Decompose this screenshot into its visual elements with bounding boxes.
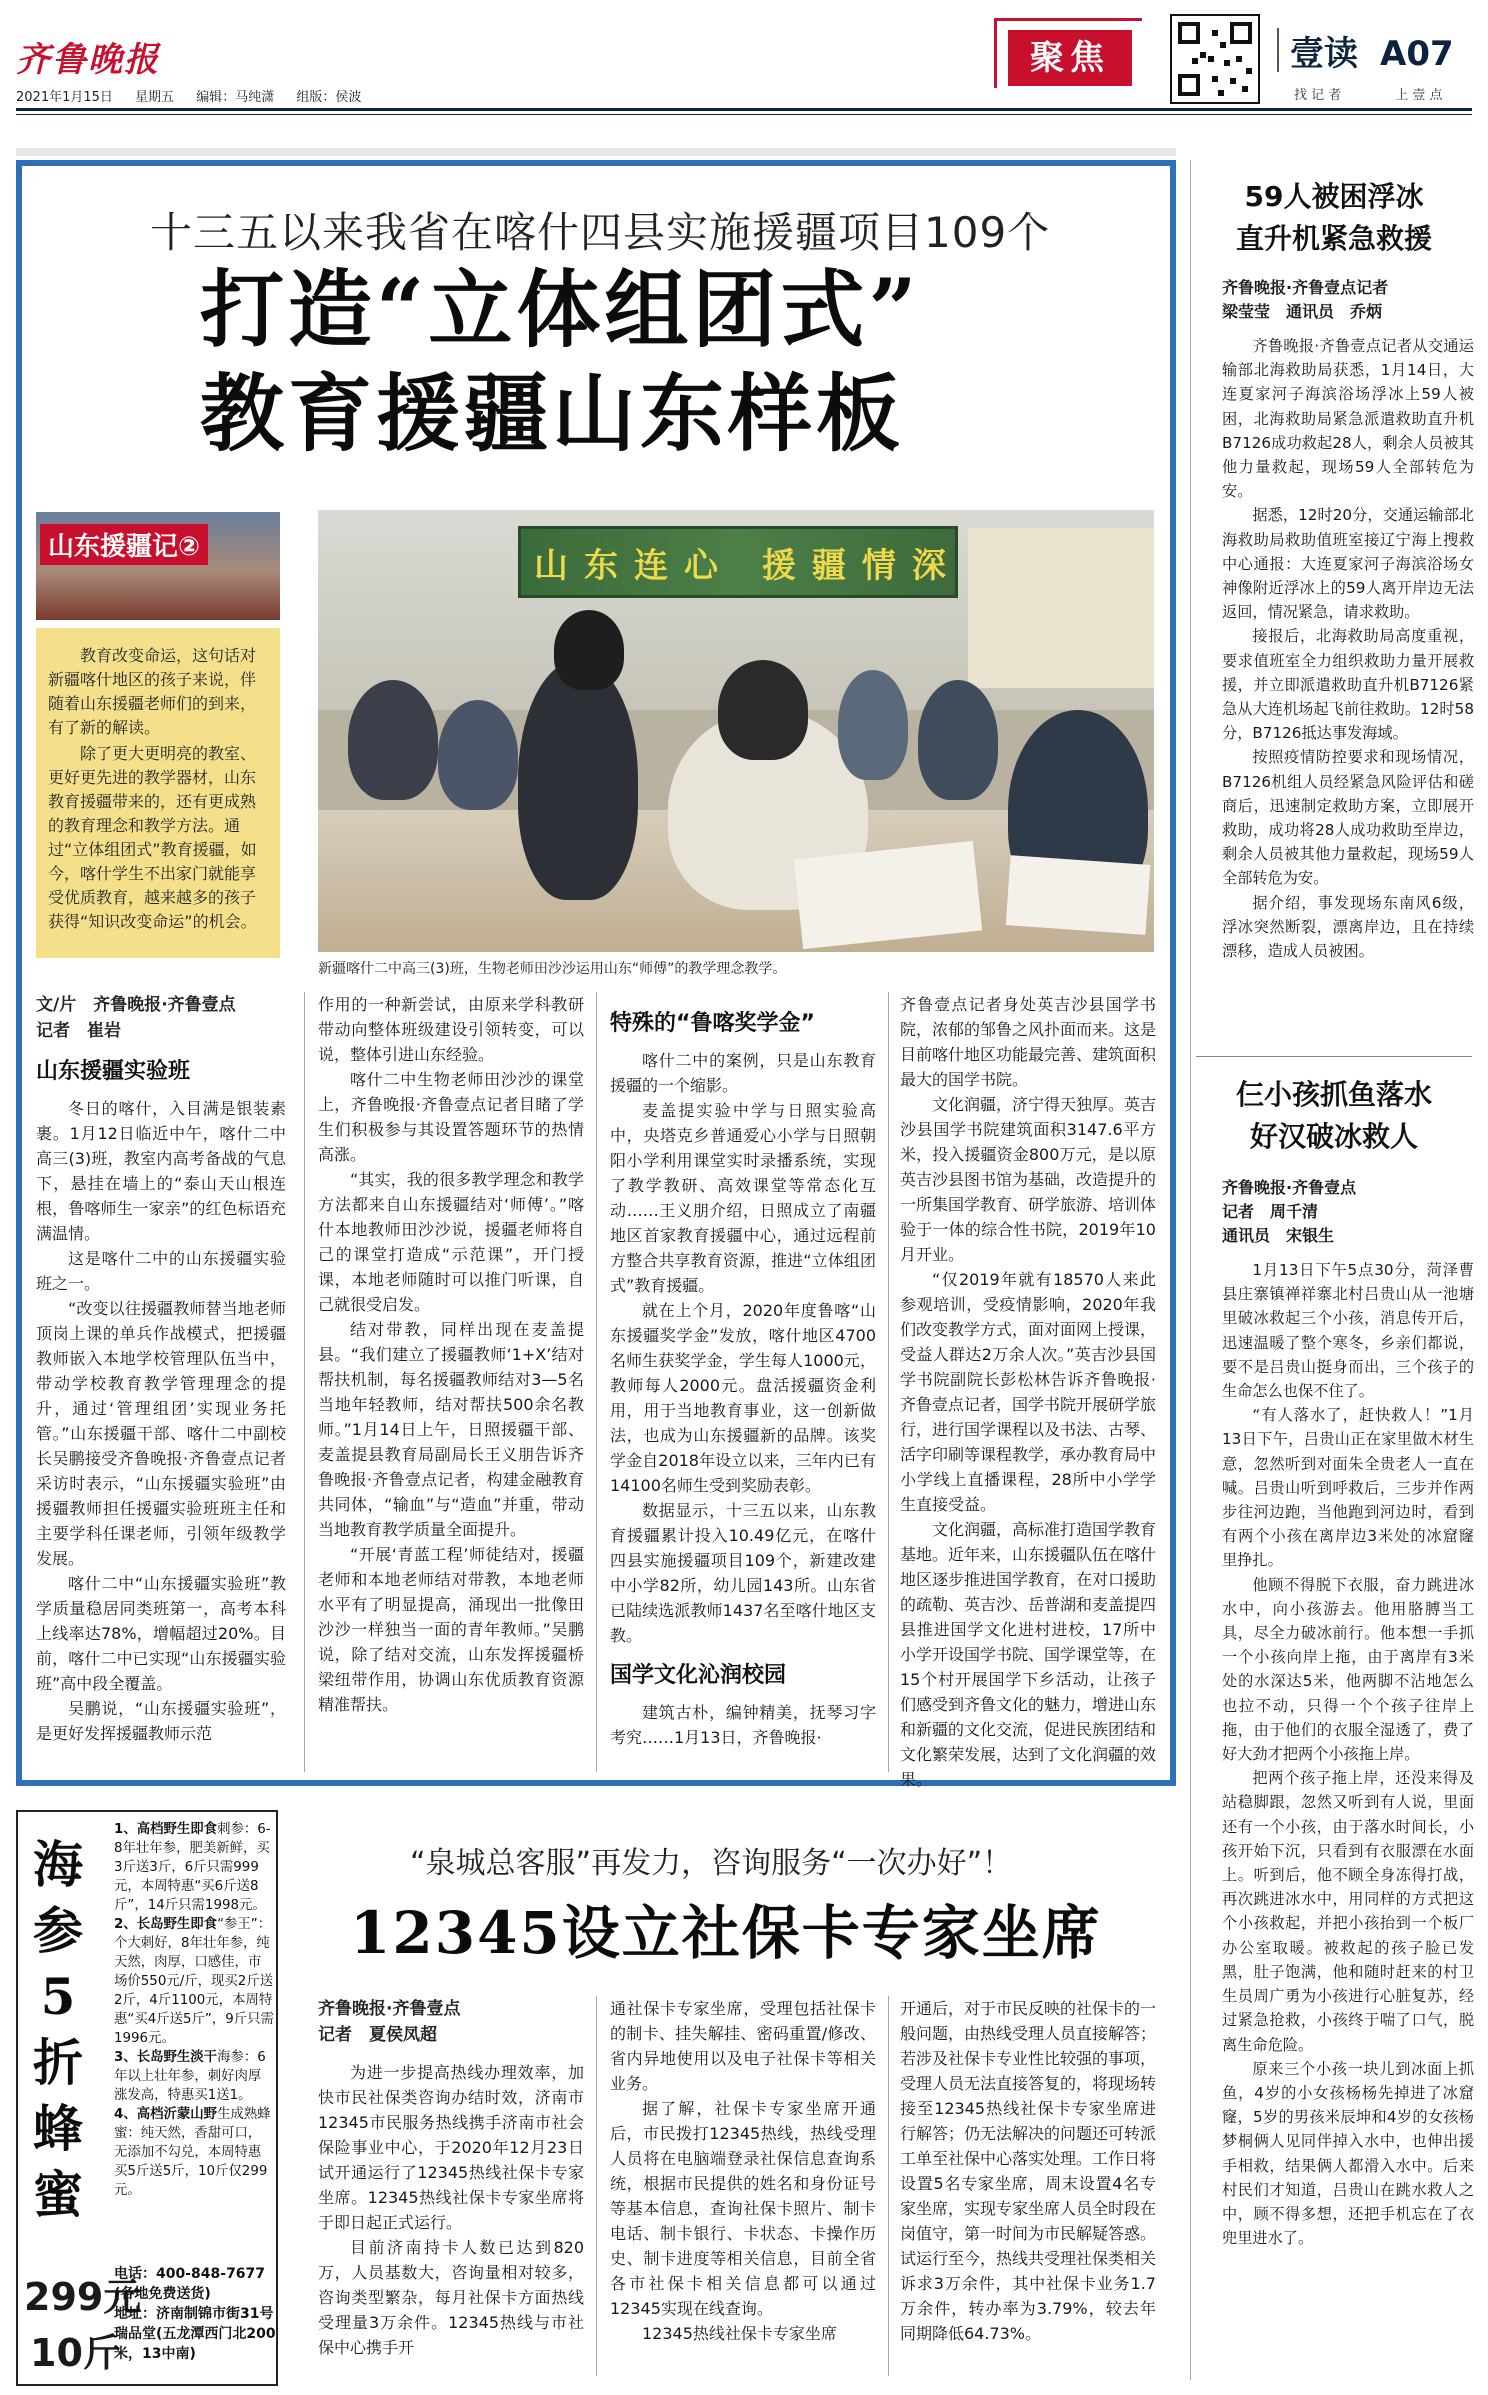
paragraph: 据介绍，事发现场东南风6级，浮冰突然断裂，漂离岸边，且在持续漂移，造成人员被困。 bbox=[1222, 893, 1474, 961]
page-number: A07 bbox=[1380, 34, 1454, 74]
byline-reporter: 记者 夏侯凤超 bbox=[318, 2025, 437, 2045]
reporter-label-2: 上 壹 点 bbox=[1395, 88, 1443, 103]
bottom-column-2 bbox=[610, 1996, 876, 2346]
paragraph: 按照疫情防控要求和现场情况，B7126机组人员经紧急风险评估和磋商后，迅速制定救助方案，立即展开救助，成功将28人成功救助至岸边，剩余人员被其他力量救起，现场59人全部转危为安。 bbox=[1222, 748, 1474, 888]
ad-item bbox=[114, 1820, 274, 1915]
side-story-2 bbox=[1222, 1176, 1474, 2250]
paragraph: 作用的一种新尝试，由原来学科教研带动向整体班级建设引领转变，可以说，整体引进山东经验。 bbox=[318, 995, 584, 1064]
paragraph: 目前济南持卡人数已达到820万，人员基数大，咨询量相对较多，咨询类型繁杂，每月社保卡方面热线受理量3万余件。12345热线与市社保中心携手开 bbox=[318, 2238, 584, 2357]
paragraph: 喀什二中生物老师田沙沙的课堂上，齐鲁晚报·齐鲁壹点记者目睹了学生们积极参与其设置答题环节的热情高涨。 bbox=[318, 1070, 584, 1164]
ad-item bbox=[114, 1915, 274, 2048]
reporter-contact bbox=[1294, 84, 1488, 103]
byline-reporter: 记者 崔岩 bbox=[36, 1021, 121, 1041]
ad-phone: 电话：400-848-7677 bbox=[114, 2266, 266, 2282]
intro-paragraph: 除了更大更明亮的教室、更好更先进的教学器材，山东教育援疆带来的，还有更成熟的教育理念和教学方法。通过“立体组团式”教育援疆，如今，喀什学生不出家门就能享受优质教育，越来越多的孩子获得“知识改变命运”的机会。 bbox=[48, 744, 257, 931]
paragraph: 齐鲁壹点记者身处英吉沙县国学书院，浓郁的邹鲁之风扑面而来。这是目前喀什地区功能最完善、建筑面积最大的国学书院。 bbox=[900, 995, 1157, 1089]
paragraph: 这是喀什二中的山东援疆实验班之一。 bbox=[36, 1249, 286, 1293]
issue-weekday: 星期五 bbox=[135, 90, 175, 105]
side-headline-line: 直升机紧急救援 bbox=[1235, 222, 1432, 255]
ad-item-text: “参王”：个大刺好，8年壮年参，纯天然，肉厚，口感佳，市场价550元/斤，现买2斤送2斤，4斤1100元，本周特惠“买4斤送5斤”，9斤只需1996元。 bbox=[114, 1917, 274, 2046]
ad-item-title: 1、高档野生即食 bbox=[114, 1822, 218, 1837]
masthead-rule bbox=[16, 108, 1472, 111]
ad-item bbox=[114, 2105, 274, 2200]
side-headline-1 bbox=[1196, 176, 1472, 260]
paragraph: 喀什二中的案例，只是山东教育援疆的一个缩影。 bbox=[610, 1051, 876, 1095]
paragraph: “有人落水了，赶快救人！”1月13日下午，吕贵山正在家里做木材生意，忽然听到对面朱全贵老人一直在喊。吕贵山听到呼救后，三步并作两步往河边跑，当他跑到河边时，看到有两个小孩在离岸边3米处的冰窟窿里挣扎。 bbox=[1222, 1406, 1474, 1570]
paragraph: “开展‘青蓝工程’师徒结对，援疆老师和本地老师结对带教，本地老师水平有了明显提高，涌现出一批像田沙沙一样独当一面的青年教师。”吴鹏说，除了结对交流，山东发挥援疆桥梁纽带作用，协调山东优质教育资源精准帮扶。 bbox=[318, 1545, 584, 1714]
headline-line-1: 打造“立体组团式” bbox=[200, 260, 921, 359]
paragraph: 开通后，对于市民反映的社保卡的一般问题，由热线受理人员直接解答；若涉及社保卡专业性比较强的事项，受理人员无法直接答复的，将现场转接至12345热线社保卡专家坐席进行解答；仍无法解决的问题还可转派工单至社保中心落实处理。工作日将设置5名专家坐席，周末设置4名专家坐席，实现专家坐席人员全时段在岗值守，第一时间为市民解疑答惑。试运行至今，热线共受理社保类相关诉求3万余件，其中社保卡业务1.7万余件，转办率为3.79%，较去年同期降低64.73%。 bbox=[900, 1999, 1157, 2343]
main-kicker: 十三五以来我省在喀什四县实施援疆项目109个 bbox=[150, 208, 1051, 257]
paragraph: 建筑古朴，编钟精美，抚琴习字考究……1月13日，齐鲁晚报· bbox=[610, 1703, 876, 1747]
side-story-1 bbox=[1222, 276, 1474, 963]
paragraph: 据悉，12时20分，交通运输部北海救助局救助值班室接辽宁海上搜救中心通报：大连夏家河子海滨浴场女神像附近浮冰上的59人离开岸边无法返回，情况紧急，请求救助。 bbox=[1222, 506, 1474, 622]
editor-credit: 编辑：马纯潇 bbox=[196, 90, 275, 105]
edition-title bbox=[1290, 26, 1476, 75]
paragraph: 结对带教，同样出现在麦盖提县。“我们建立了援疆教师‘1+X’结对帮扶机制，每名援疆教师结对3—5名当地年轻教师，结对帮扶500余名教师。”1月14日上午，日照援疆干部、麦盖提县教育局副局长王义朋告诉齐鲁晚报·齐鲁壹点记者，构建金融教育共同体，“输血”与“造血”并重，带动当地教育教学质量全面提升。 bbox=[318, 1320, 584, 1539]
paragraph: “改变以往援疆教师替当地老师顶岗上课的单兵作战模式，把援疆教师嵌入本地学校管理队伍当中，带动学校教育教学管理理念的提升，通过‘管理组团’实现业务托管。”山东援疆干部、喀什二中副校长吴鹏接受齐鲁晚报·齐鲁壹点记者采访时表示，“山东援疆实验班”由援疆教师担任援疆实验班班主任和主要学科任课老师，引领年级教学发展。 bbox=[36, 1299, 286, 1568]
paragraph: 原来三个小孩一块儿到冰面上抓鱼，4岁的小女孩杨杨先掉进了冰窟窿，5岁的男孩米辰坤和4岁的女孩杨梦桐俩人见同伴掉入水中，也伸出援手相救，结果俩人都滑入水中。后来村民们才知道，吕贵山在跳水救人之中，顾不得多想，还把手机忘在了衣兜里进水了。 bbox=[1222, 2059, 1474, 2248]
edition-name: 壹读 bbox=[1290, 34, 1358, 74]
paragraph: “仅2019年就有18570人来此参观培训，受疫情影响，2020年我们改变教学方式，面对面网上授课，受益人群达2万余人次。”英吉沙县国学书院副院长彭松林告诉齐鲁晚报·齐鲁壹点记者，国学书院开展研学旅行，进行国学课程以及书法、古琴、活字印刷等课程教学，承办教育局中小学线上直播课程，28所中小学学生直接受益。 bbox=[900, 1270, 1157, 1514]
ad-item-title: 4、高档沂蒙山野 bbox=[114, 2107, 218, 2122]
byline-correspondent: 通讯员 宋银生 bbox=[1222, 1226, 1335, 1245]
sidebar-divider bbox=[1190, 160, 1191, 2380]
bottom-column-1 bbox=[318, 1996, 584, 2360]
bottom-column-3 bbox=[900, 1996, 1156, 2346]
paragraph: 吴鹏说，“山东援疆实验班”，是更好发挥援疆教师示范 bbox=[36, 1699, 286, 1743]
photo-caption: 新疆喀什二中高三(3)班，生物老师田沙沙运用山东“师傅”的教学理念教学。 bbox=[318, 961, 787, 977]
paragraph: 接报后，北海救助局高度重视，要求值班室全力组织救助力量开展救援，并立即派遣救助直升机B7126紧急从大连机场起飞前往救助。12时58分，B7126抵达事发海域。 bbox=[1222, 627, 1474, 743]
paragraph: 他顾不得脱下衣服，奋力跳进冰水中，向小孩游去。他用胳膊当工具，尽全力破冰前行。他本想一手抓一个小孩向岸上拖，由于离岸有3米处的水深达5米，他两脚不沾地怎么也拉不动，只得一个个孩子往岸上拖，由于他们的衣服全湿透了，费了好大劲才把两个小孩拖上岸。 bbox=[1222, 1575, 1474, 1764]
ad-items bbox=[114, 1820, 274, 2200]
paragraph: “其实，我的很多教学理念和教学方法都来自山东援疆结对‘师傅’。”喀什本地教师田沙沙说，援疆老师将自己的课堂打造成“示范课”，开门授课，本地老师随时可以推门听课，自己就很受启发。 bbox=[318, 1170, 584, 1314]
ad-big-title: 海参5折蜂蜜 bbox=[33, 1835, 83, 2224]
photo-banner-text: 山东连心 援疆情深 bbox=[534, 546, 962, 586]
byline-reporter: 梁莹莹 通讯员 乔炳 bbox=[1222, 302, 1383, 321]
paragraph: 为进一步提高热线办理效率，加快市民社保类咨询办结时效，济南市12345市民服务热线携手济南市社会保险事业中心，于2020年12月23日试开通运行了12345热线社保卡专家坐席。12345热线社保卡专家坐席将于即日起正式运行。 bbox=[318, 2063, 584, 2232]
column-divider bbox=[888, 992, 889, 1772]
side-headline-line: 59人被困浮冰 bbox=[1244, 180, 1424, 213]
byline: 齐鲁晚报·齐鲁壹点 bbox=[1222, 1178, 1357, 1197]
layout-credit: 组版：侯波 bbox=[296, 90, 362, 105]
side-headline-line: 好汉破冰救人 bbox=[1249, 1120, 1418, 1153]
paragraph: 喀什二中“山东援疆实验班”教学质量稳居同类班第一，高考本科上线率达78%，增幅超过20%。目前，喀什二中已实现“山东援疆实验班”高中段全覆盖。 bbox=[36, 1574, 286, 1693]
ad-item bbox=[114, 2048, 274, 2105]
column-divider bbox=[596, 992, 597, 1772]
dateline bbox=[16, 86, 379, 105]
reporter-label: 找 记 者 bbox=[1294, 88, 1342, 103]
paragraph: 把两个孩子拖上岸，还没来得及站稳脚跟，忽然又听到有人说，里面还有一个小孩，由于落水时间长，小孩开始下沉，只看到有衣服漂在水面上。听到后，他不顾全身冻得打战，再次跳进冰水中，用同样的方式把这个小孩救起，并把小孩抬到一个板厂办公室取暖。被救起的孩子脸已发黑，肚子饱满，他和随时赶来的村卫生员周广勇为小孩进行心脏复苏，经过紧急抢救，小孩终于喘了口气，脱离生命危险。 bbox=[1222, 1769, 1474, 2054]
paragraph: 1月13日下午5点30分，菏泽曹县庄寨镇禅祥寨北村吕贵山从一池塘里破冰救起三个小孩，消息传开后，迅速温暖了整个寒冬，乡亲们都说，要不是吕贵山挺身而出，三个孩子的生命怎么也保不住了。 bbox=[1222, 1261, 1474, 1401]
ad-weight: 10斤 bbox=[30, 2331, 121, 2375]
bottom-headline: 12345设立社保卡专家坐席 bbox=[350, 1899, 1102, 1967]
main-headline bbox=[200, 258, 921, 466]
ad-item-title: 2、长岛野生即食 bbox=[114, 1917, 218, 1932]
paragraph: 齐鲁晚报·齐鲁壹点记者从交通运输部北海救助局获悉，1月14日，大连夏家河子海滨浴场浮冰上59人被困，北海救助局紧急派遣救助直升机B7126成功救起28人，剩余人员被其他力量救起，现场59人全部转危为安。 bbox=[1222, 337, 1474, 501]
paragraph: 冬日的喀什，入目满是银装素裹。1月12日临近中午，喀什二中高三(3)班，教室内高考备战的气息下，悬挂在墙上的“泰山天山根连根，鲁喀师生一家亲”的红色标语充满温情。 bbox=[36, 1099, 286, 1243]
bottom-kicker: “泉城总客服”再发力，咨询服务“一次办好”！ bbox=[410, 1846, 1013, 1881]
ad-address: 地址：济南制锦市街31号瑞品堂(五龙潭西门北200米，13中南) bbox=[114, 2306, 276, 2362]
byline: 齐鲁晚报·齐鲁壹点 bbox=[318, 1999, 461, 2019]
paragraph: 通社保卡专家坐席，受理包括社保卡的制卡、挂失解挂、密码重置/修改、省内异地使用以及电子社保卡等相关业务。 bbox=[610, 1999, 876, 2093]
series-tag: 山东援疆记② bbox=[40, 524, 208, 565]
subheading: 特殊的“鲁喀奖学金” bbox=[610, 1011, 815, 1036]
issue-date: 2021年1月15日 bbox=[16, 90, 113, 105]
column-divider bbox=[596, 1996, 597, 2376]
article-column-4 bbox=[900, 992, 1156, 1792]
article-column-2 bbox=[318, 992, 584, 1717]
masthead-rule-thin bbox=[16, 114, 1472, 115]
paragraph: 12345热线社保卡专家坐席 bbox=[642, 2324, 837, 2343]
side-headline-2 bbox=[1196, 1074, 1472, 1158]
paragraph: 就在上个月，2020年度鲁喀“山东援疆奖学金”发放，喀什地区4700名师生获奖学金，学生每人1000元，教师每人2000元。盘活援疆资金利用，用于当地教育事业，这一创新做法，也成为山东援疆新的品牌。该奖学金自2018年设立以来，三年内已有14100名师生受到奖励表彰。 bbox=[610, 1301, 876, 1495]
classroom-photo bbox=[318, 510, 1154, 952]
byline: 文/片 齐鲁晚报·齐鲁壹点 bbox=[36, 995, 236, 1015]
ad-item-text: 刺参：6-8年壮年参，肥美新鲜，买3斤送3斤，6斤只需999元，本周特惠“买6斤送8斤”，14斤只需1998元。 bbox=[114, 1822, 271, 1913]
paragraph: 数据显示，十三五以来，山东教育援疆累计投入10.49亿元，在喀什四县实施援疆项目109个，新建改建中小学82所，幼儿园143所。山东省已陆续选派教师1437名至喀什地区支教。 bbox=[610, 1501, 876, 1645]
paragraph: 文化润疆，高标准打造国学教育基地。近年来，山东援疆队伍在喀什地区逐步推进国学教育，在对口援助的疏勒、英吉沙、岳普湖和麦盖提四县推进国学文化进村进校，17所中小学开设国学书院、国学课堂等，在15个村开展国学下乡活动，让孩子们感受到齐鲁文化的魅力，增进山东和新疆的文化交流，促进民族团结和文化繁荣发展，达到了文化润疆的效果。 bbox=[900, 1520, 1157, 1789]
ad-item-title: 3、长岛野生淡干 bbox=[114, 2050, 218, 2065]
paragraph: 文化润疆，济宁得天独厚。英吉沙县国学书院建筑面积3147.6平方米，投入援疆资金800万元，是以原英吉沙县图书馆为基础，改造提升的一所集国学教育、研学旅游、培训体验于一体的综合性书院，2019年10月开业。 bbox=[900, 1095, 1157, 1264]
paragraph: 麦盖提实验中学与日照实验高中，央塔克乡普通爱心小学与日照朝阳小学利用课堂实时录播系统，实现了教学教研、高效课堂等常态化互动……王义朋介绍，日照成立了南疆地区首家教育援疆中心，通过远程前方整合共享教育资源，推进“立体组团式”教育援疆。 bbox=[610, 1101, 876, 1295]
ad-contact bbox=[114, 2264, 280, 2364]
intro-box bbox=[36, 628, 280, 958]
headline-line-2: 教育援疆山东样板 bbox=[200, 364, 905, 463]
ad-item-text: 生成熟蜂蜜：纯天然，香甜可口，无添加不勾兑，本周特惠买5斤送5斤，10斤仅299元。 bbox=[114, 2107, 271, 2198]
ad-note: (各地免费送货) bbox=[114, 2286, 211, 2302]
ad-price: 299元 bbox=[24, 2275, 142, 2319]
side-headline-line: 仨小孩抓鱼落水 bbox=[1235, 1078, 1432, 1111]
subheading: 山东援疆实验班 bbox=[36, 1059, 191, 1084]
edition-divider bbox=[1277, 28, 1279, 72]
column-divider bbox=[304, 992, 305, 1772]
byline: 齐鲁晚报·齐鲁壹点记者 bbox=[1222, 278, 1389, 297]
ad-item-text: 海参：6年以上壮年参，刺好肉厚涨发高，特惠买1送1。 bbox=[114, 2050, 266, 2103]
article-column-3 bbox=[610, 1010, 876, 1750]
frame-shadow bbox=[16, 148, 1176, 156]
intro-paragraph: 教育改变命运，这句话对新疆喀什地区的孩子来说，伴随着山东援疆老师们的到来，有了新的解读。 bbox=[48, 646, 257, 737]
article-column-1 bbox=[36, 992, 286, 1746]
column-divider bbox=[888, 1996, 889, 2376]
advertisement bbox=[16, 1810, 278, 2386]
newspaper-logo: 齐鲁晚报 bbox=[16, 40, 160, 80]
byline-reporter: 记者 周千清 bbox=[1222, 1202, 1319, 1221]
subheading: 国学文化沁润校园 bbox=[610, 1663, 787, 1688]
paragraph: 据了解，社保卡专家坐席开通后，市民拨打12345热线，热线受理人员将在电脑端登录社保信息查询系统，根据市民提供的姓名和身份证号等基本信息，查询社保卡照片、制卡电话、制卡银行、卡状态、卡操作历史、制卡进度等相关信息，目前全省各市社保卡相关信息都可以通过12345实现在线查询。 bbox=[610, 2099, 876, 2318]
topic-label: 聚焦 bbox=[1008, 30, 1132, 86]
side-separator bbox=[1196, 1056, 1472, 1057]
qr-code-icon bbox=[1170, 14, 1260, 104]
